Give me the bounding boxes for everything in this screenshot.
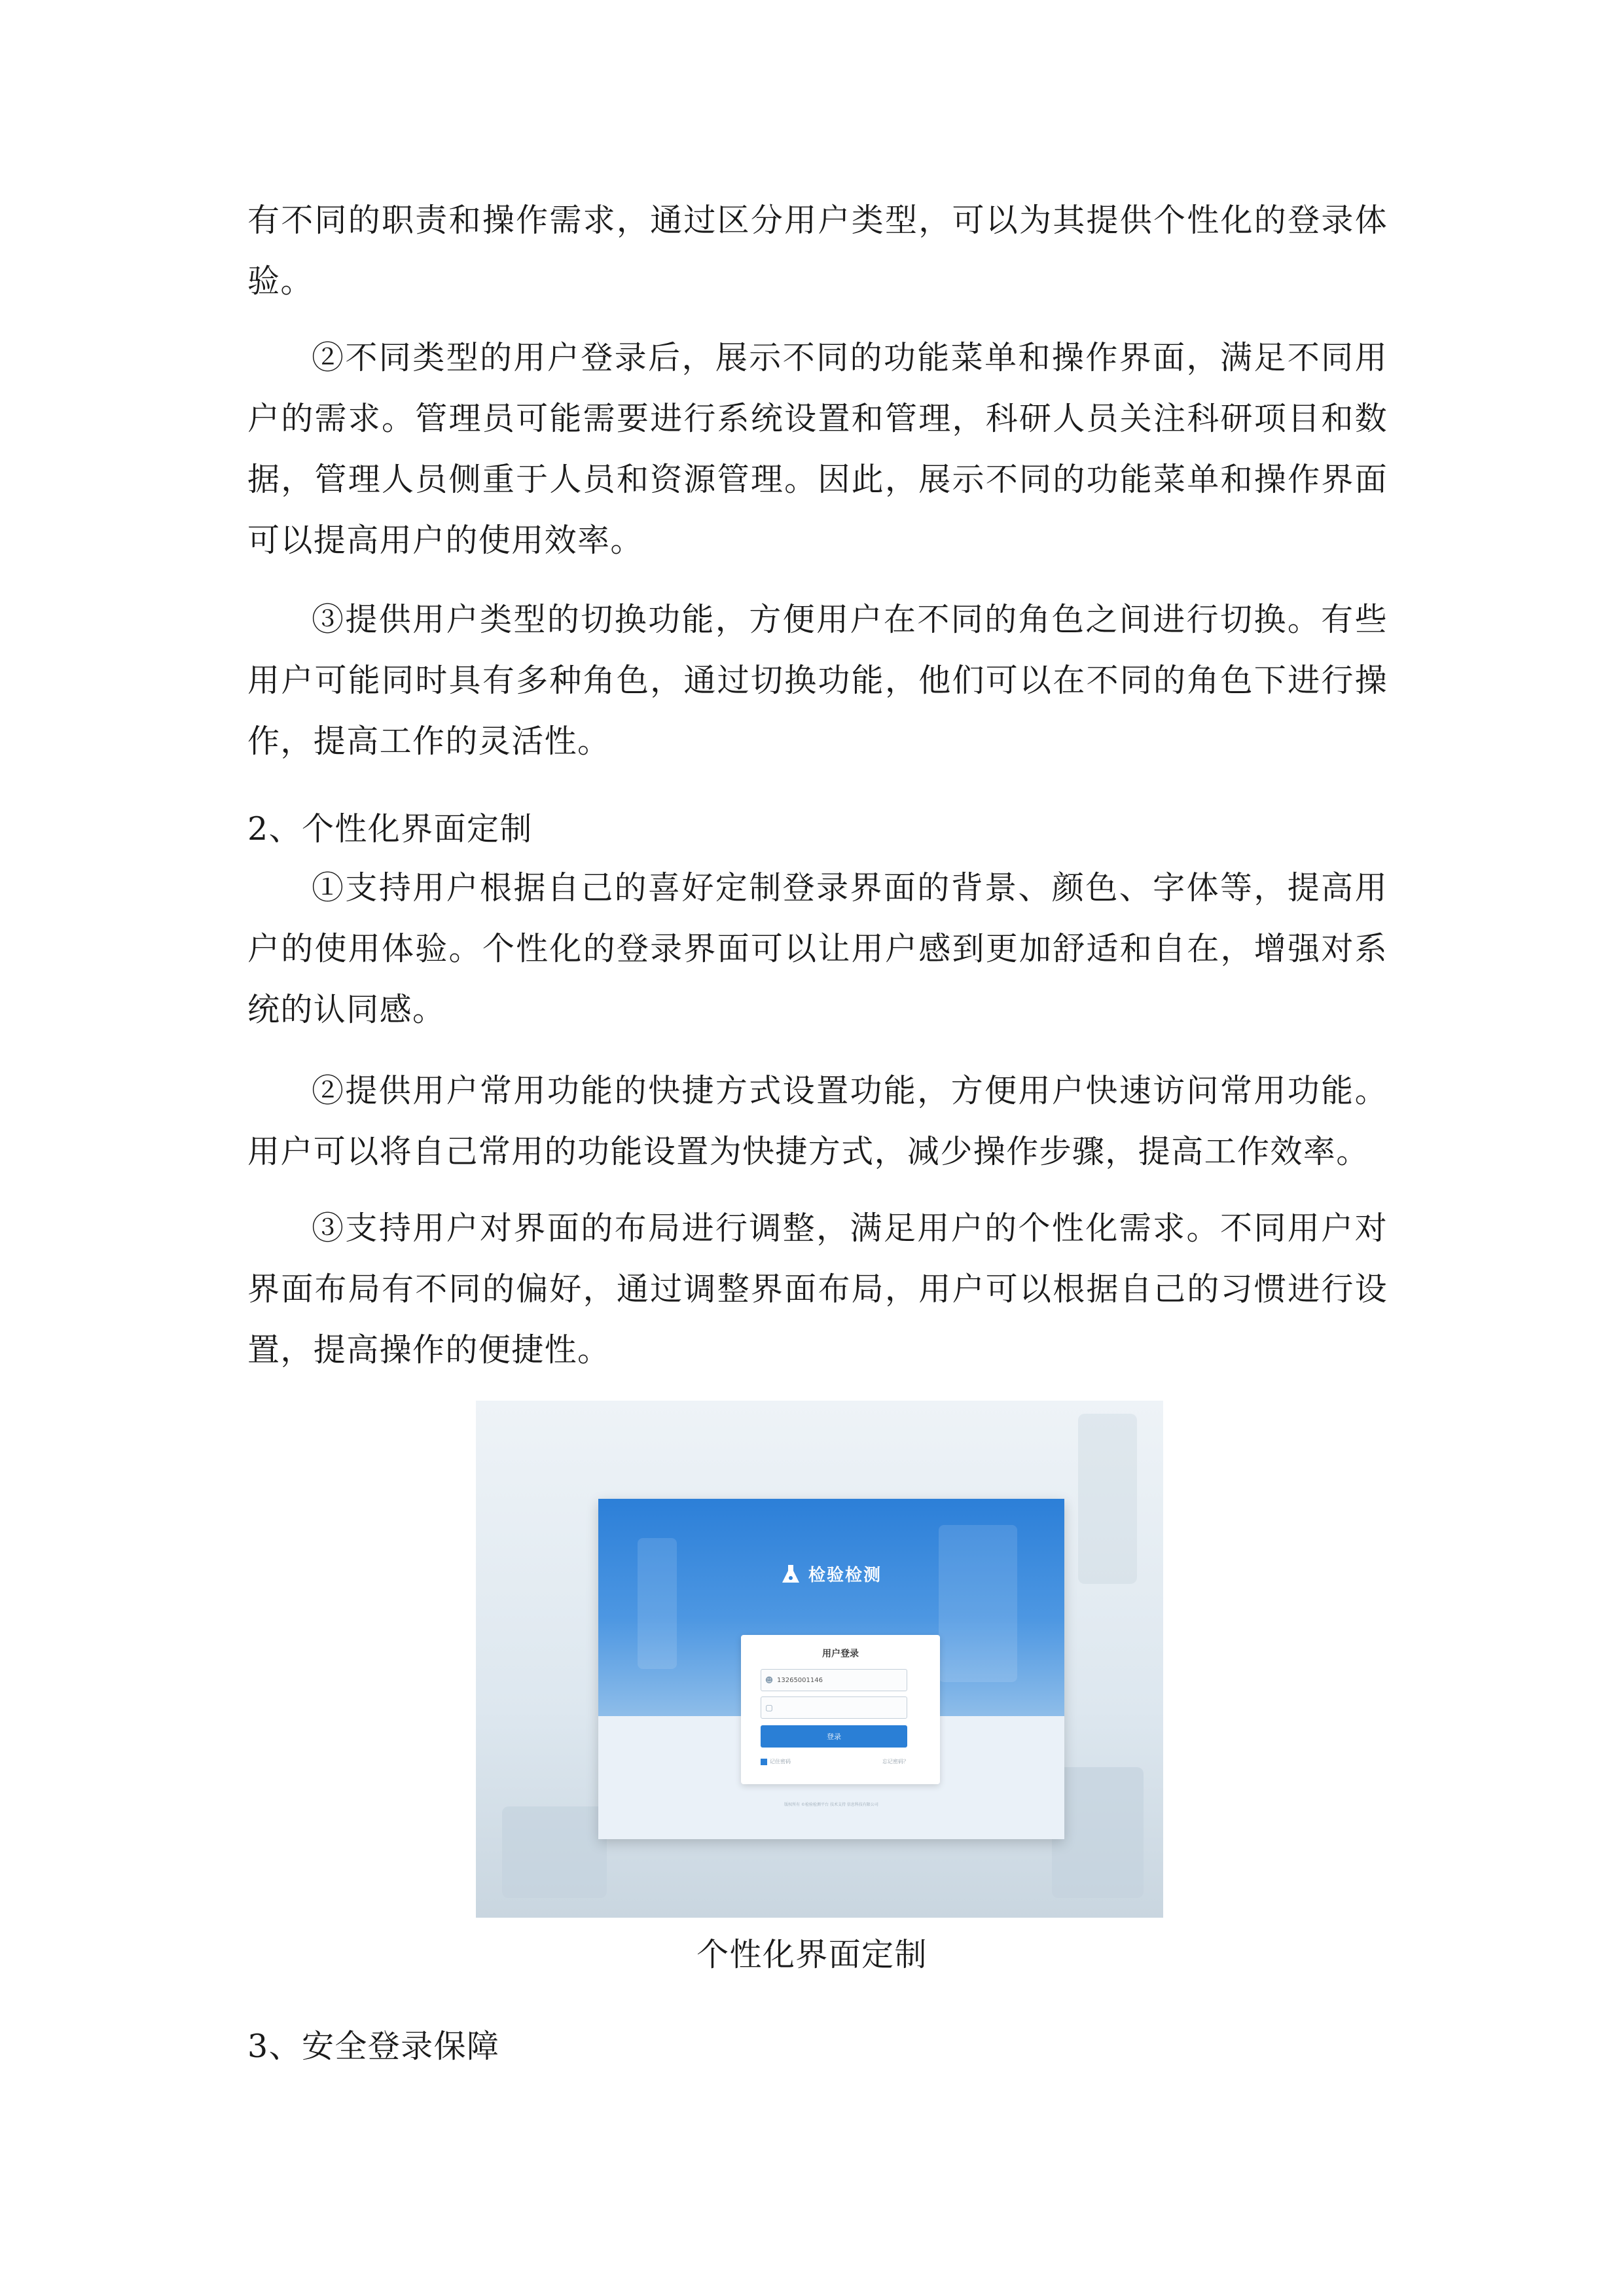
- paragraph-shortcuts: ②提供用户常用功能的快捷方式设置功能，方便用户快速访问常用功能。用户可以将自己常用的功能设置为快捷方式，减少操作步骤，提高工作效率。: [247, 1072, 1388, 1170]
- section-heading-2: 2、个性化界面定制: [247, 810, 533, 848]
- login-footer: 版权所有 ©检验检测平台 技术支持 信息科技有限公司: [784, 1803, 878, 1807]
- lab-equipment-shape: [1052, 1767, 1144, 1898]
- username-value: 13265001146: [777, 1676, 823, 1684]
- section-heading-3: 3、安全登录保障: [247, 2028, 500, 2065]
- brand-name: 检验检测: [808, 1566, 882, 1585]
- figure-caption: 个性化界面定制: [696, 1936, 928, 1973]
- remember-label: 记住密码: [770, 1759, 791, 1765]
- login-card: [741, 1635, 940, 1784]
- microscope-silhouette: [939, 1525, 1017, 1682]
- paragraph-user-menus: ②不同类型的用户登录后，展示不同的功能菜单和操作界面，满足不同用户的需求。管理员可能需要进行系统设置和管理，科研人员关注科研项目和数据，管理人员侧重于人员和资源管理。因此，展示不同的功能菜单和操作界面可以提高用户的使用效率。: [247, 339, 1388, 559]
- login-screen: [598, 1499, 1064, 1839]
- brand-header: [598, 1562, 1064, 1586]
- password-field[interactable]: [761, 1696, 907, 1719]
- paragraph-role-switch: ③提供用户类型的切换功能，方便用户在不同的角色之间进行切换。有些用户可能同时具有多种角色，通过切换功能，他们可以在不同的角色下进行操作，提高工作的灵活性。: [247, 601, 1388, 760]
- login-screenshot-figure: [476, 1401, 1163, 1918]
- flask-logo-icon: [781, 1564, 801, 1585]
- remember-checkbox[interactable]: [761, 1759, 767, 1765]
- lock-icon: ▢: [765, 1703, 773, 1712]
- lab-equipment-shape: [1078, 1414, 1137, 1584]
- paragraph-layout: ③支持用户对界面的布局进行调整，满足用户的个性化需求。不同用户对界面布局有不同的偏好，通过调整界面布局，用户可以根据自己的习惯进行设置，提高操作的便捷性。: [247, 1210, 1388, 1369]
- lab-equipment-shape: [502, 1806, 607, 1898]
- user-icon: ☻: [765, 1676, 774, 1685]
- glassware-silhouette: [638, 1538, 677, 1669]
- paragraph-continued: 有不同的职责和操作需求，通过区分用户类型，可以为其提供个性化的登录体验。: [247, 202, 1388, 300]
- username-field[interactable]: [761, 1669, 907, 1691]
- login-title: 用户登录: [822, 1649, 859, 1659]
- forgot-password-link[interactable]: 忘记密码？: [882, 1759, 909, 1765]
- paragraph-custom-login: ①支持用户根据自己的喜好定制登录界面的背景、颜色、字体等，提高用户的使用体验。个性化的登录界面可以让用户感到更加舒适和自在，增强对系统的认同感。: [247, 869, 1388, 1028]
- login-button[interactable]: 登录: [761, 1725, 907, 1748]
- remember-password[interactable]: [761, 1758, 791, 1765]
